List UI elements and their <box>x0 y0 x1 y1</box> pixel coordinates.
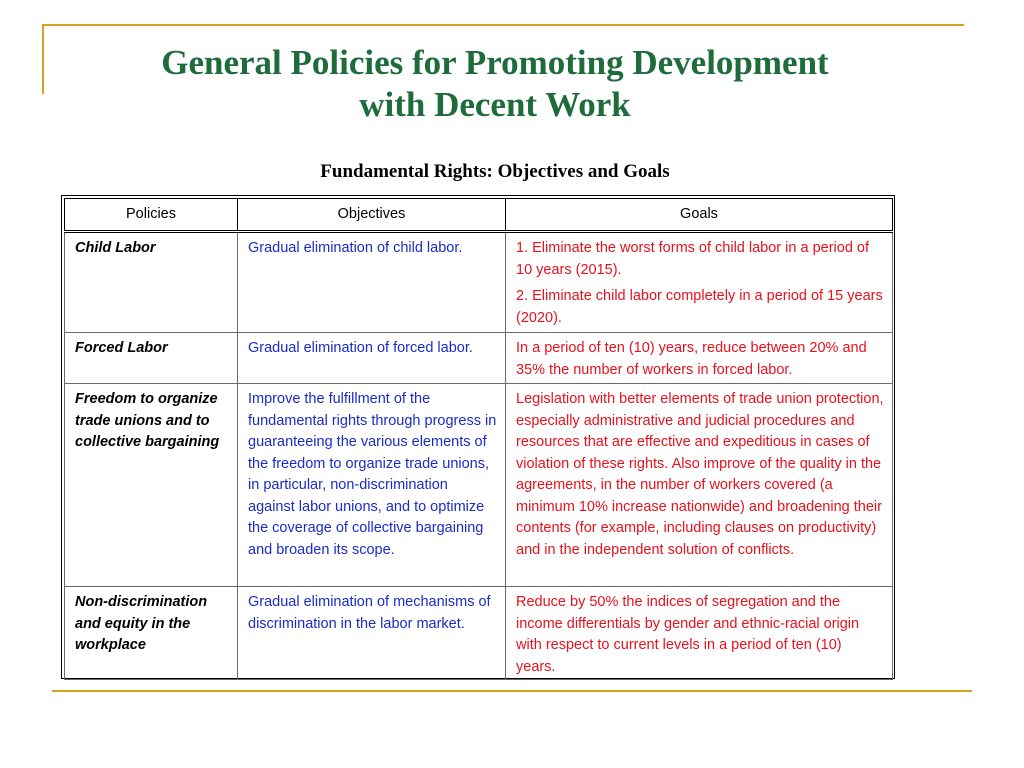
policy-cell: Child Labor <box>65 232 238 333</box>
goal-text: In a period of ten (10) years, reduce between 20% and 35% the number of workers in forced labor. <box>516 340 867 378</box>
header-policies: Policies <box>65 199 238 232</box>
table-header-row <box>65 199 893 232</box>
goal-text: 2. Eliminate child labor completely in a period of 15 years (2020). <box>516 288 883 326</box>
slide-title-line-1: General Policies for Promoting Development <box>161 43 829 82</box>
policy-cell: Forced Labor <box>65 333 238 384</box>
policy-cell: Freedom to organize trade unions and to collective bargaining <box>65 384 238 587</box>
goal-cell <box>506 232 893 333</box>
goal-text: 1. Eliminate the worst forms of child labor in a period of 10 years (2015). <box>516 240 869 278</box>
policy-cell: Non-discrimination and equity in the workplace <box>65 587 238 680</box>
slide-title <box>60 42 930 126</box>
objective-cell: Improve the fulfillment of the fundamental rights through progress in guaranteeing the various elements of the freedom to organize trade unions, in particular, non-discrimination against labor unions, and to optimize the coverage of collective bargaining and broaden its scope. <box>238 384 506 587</box>
table-row <box>65 333 893 384</box>
goal-cell <box>506 333 893 384</box>
goal-text: Legislation with better elements of trade union protection, especially administrative and judicial procedures and resources that are effective and expeditious in cases of violation of these rights. Also improve of the quality in the agreements, in the number of workers covered (a minimum 10% increase nationwide) and broadening their contents (for example, including clauses on productivity) and in the independent solution of conflicts. <box>516 391 884 558</box>
goal-cell <box>506 384 893 587</box>
objective-cell: Gradual elimination of mechanisms of discrimination in the labor market. <box>238 587 506 680</box>
goal-cell <box>506 587 893 680</box>
accent-line-left <box>42 24 44 94</box>
rights-table <box>64 198 893 680</box>
goal-text: Reduce by 50% the indices of segregation and the income differentials by gender and ethnic-racial origin with respect to current levels in a period of ten (10) years. <box>516 594 860 675</box>
table-row <box>65 384 893 587</box>
table-row <box>65 587 893 680</box>
table-row <box>65 232 893 333</box>
objective-cell: Gradual elimination of forced labor. <box>238 333 506 384</box>
accent-line-top <box>42 24 964 26</box>
objective-cell: Gradual elimination of child labor. <box>238 232 506 333</box>
header-goals: Goals <box>506 199 893 232</box>
table-frame <box>61 195 895 679</box>
accent-line-bottom <box>52 690 972 692</box>
header-objectives: Objectives <box>238 199 506 232</box>
table-caption: Fundamental Rights: Objectives and Goals <box>320 161 670 182</box>
slide-title-line-2: with Decent Work <box>359 85 631 124</box>
